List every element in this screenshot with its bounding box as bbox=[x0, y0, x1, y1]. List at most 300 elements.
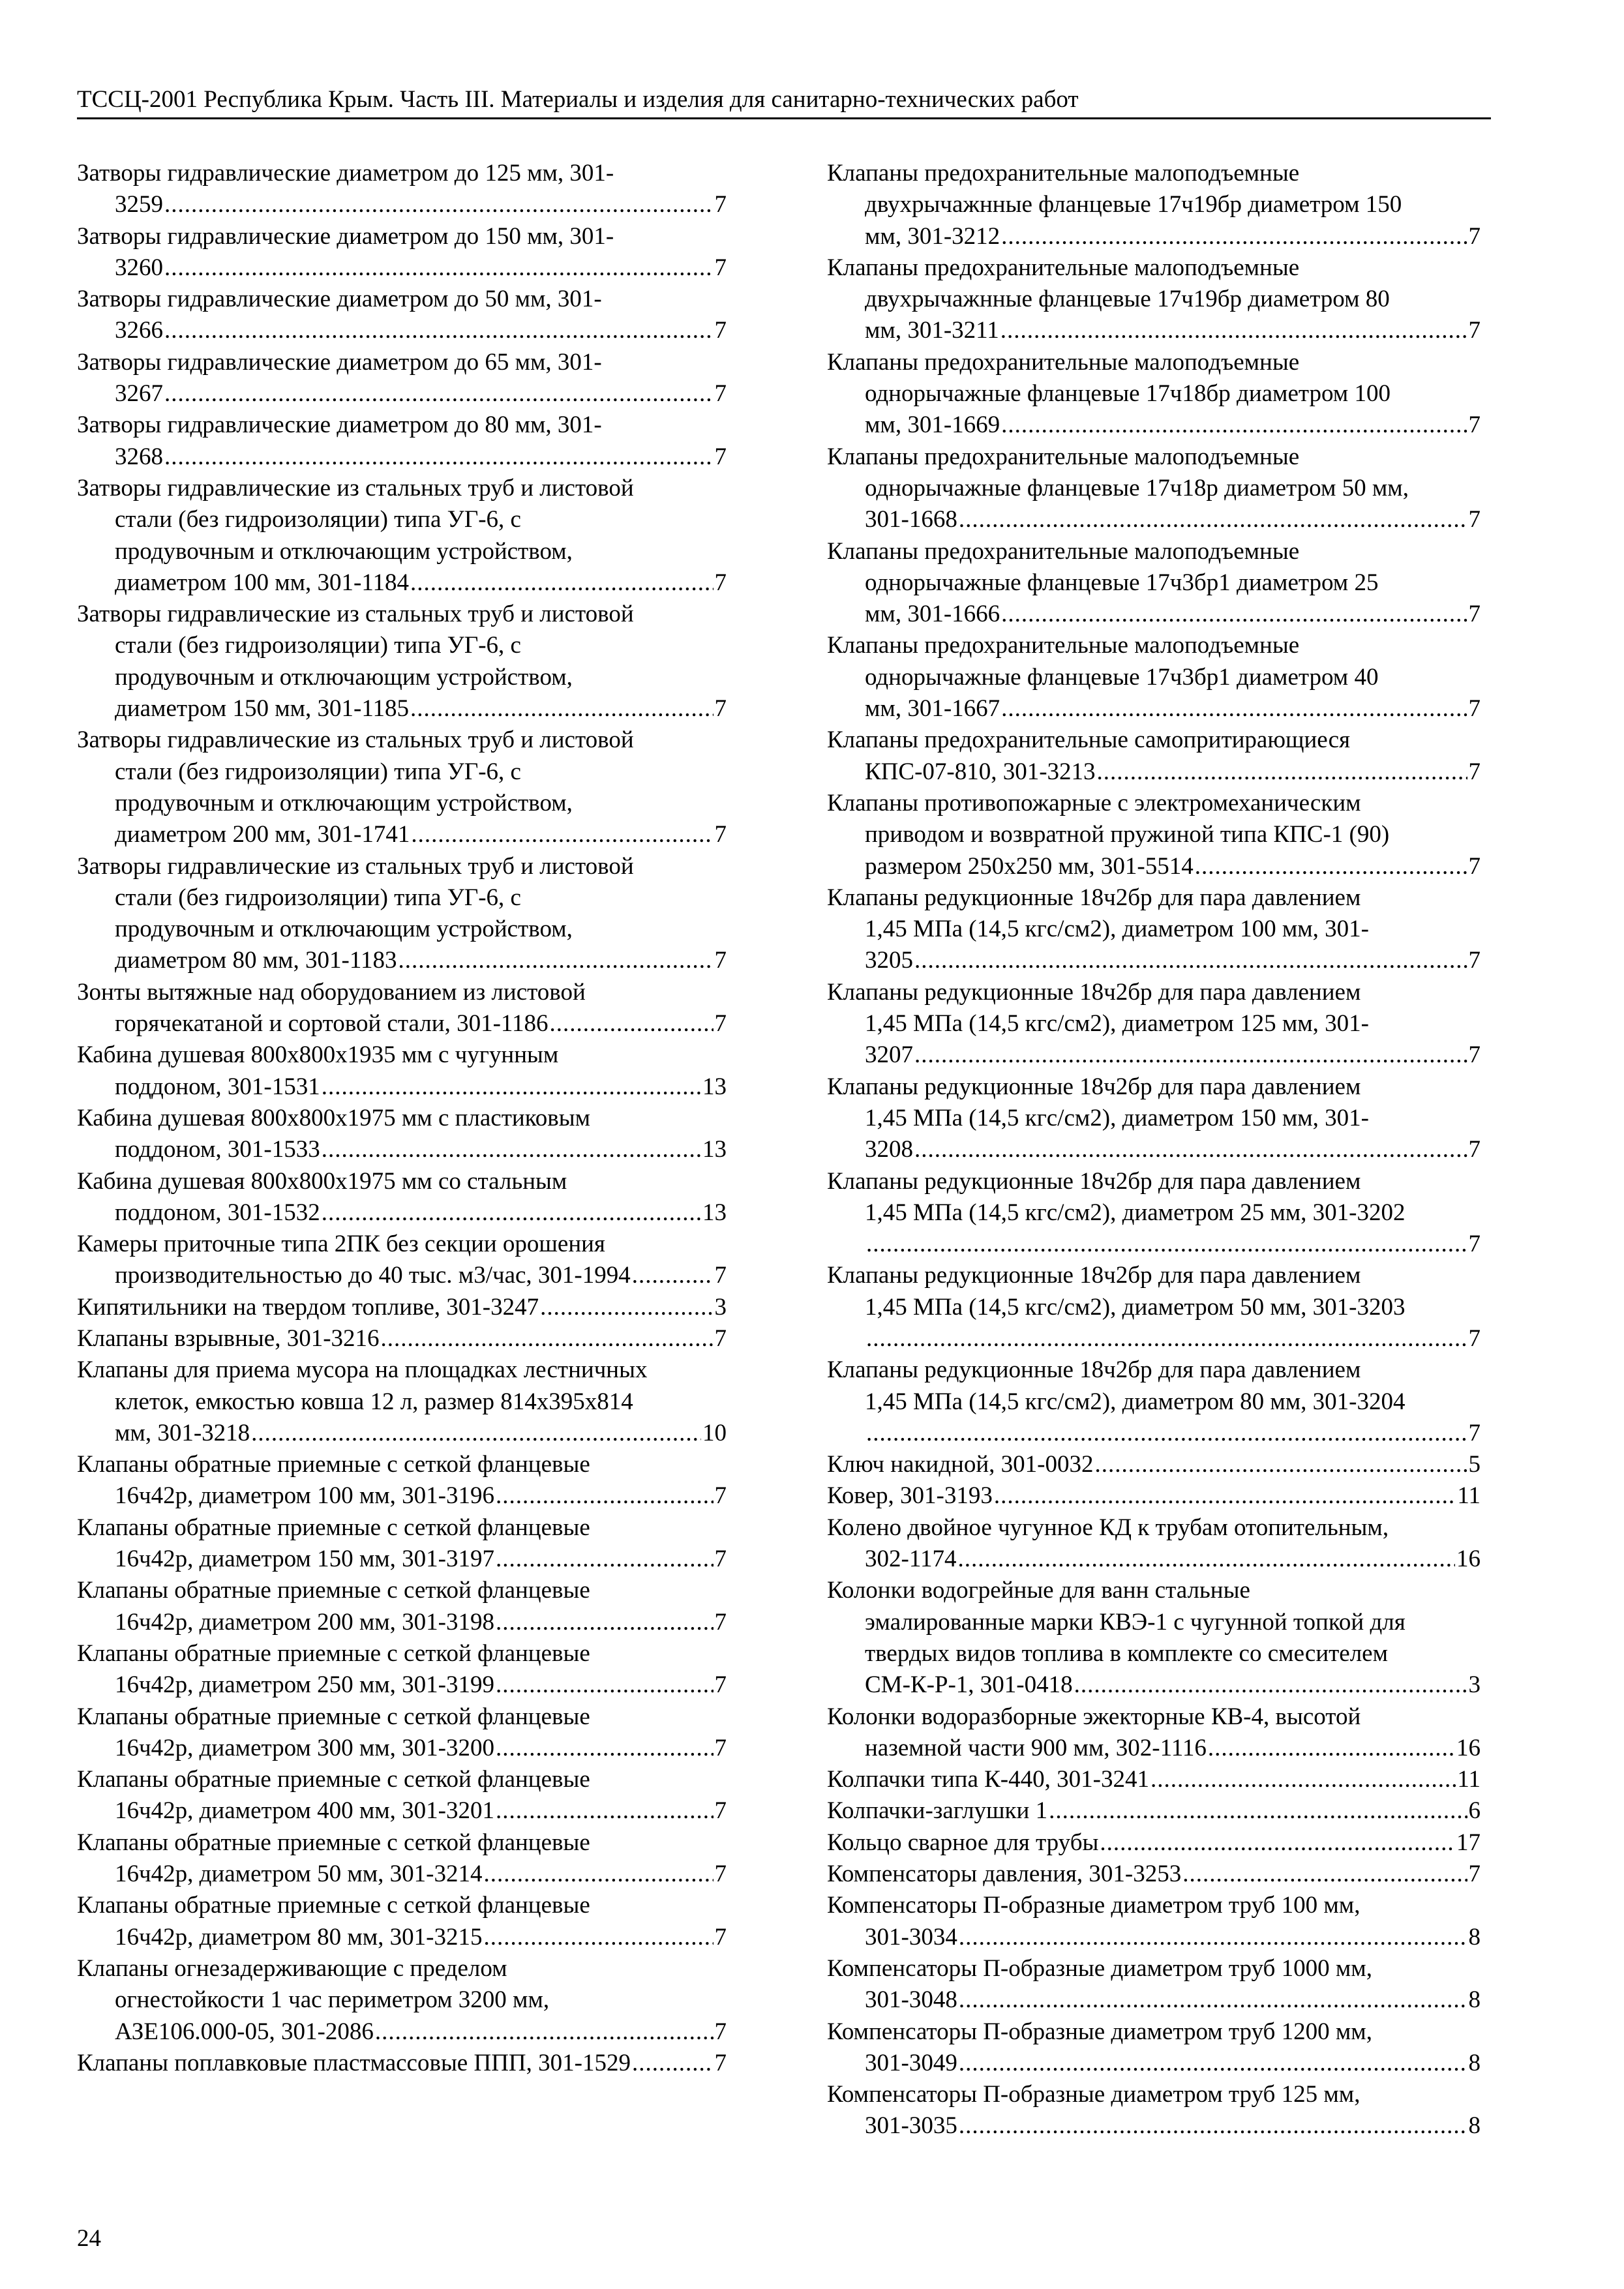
index-entry bbox=[827, 1701, 1481, 1765]
index-entry-text: диаметром 150 мм, 301-1185 bbox=[115, 695, 409, 723]
index-entry-line: однорычажные фланцевые 17ч18бр диаметром 100 bbox=[865, 380, 1391, 408]
index-page-ref: 7 bbox=[714, 569, 727, 596]
dot-leader bbox=[496, 1733, 714, 1764]
dot-leader bbox=[914, 945, 1467, 976]
index-entry-line: Клапаны обратные приемные с сеткой фланцевые bbox=[77, 1892, 590, 1919]
index-entry-text: 3268 bbox=[115, 443, 163, 470]
dot-leader bbox=[1195, 851, 1467, 882]
index-entry-text: 16ч42р, диаметром 100 мм, 301-3196 bbox=[115, 1482, 494, 1510]
index-entry-text: 301-1668 bbox=[865, 506, 957, 533]
index-entry-last-line bbox=[827, 410, 1481, 441]
index-entry-line: огнестойкости 1 час периметром 3200 мм, bbox=[115, 1986, 550, 2014]
index-page-ref: 7 bbox=[1468, 852, 1481, 880]
index-entry-last-line bbox=[77, 1292, 727, 1323]
index-page-ref: 13 bbox=[702, 1199, 727, 1226]
index-entry-last-line bbox=[827, 599, 1481, 630]
dot-leader bbox=[398, 945, 714, 976]
index-entry-line: стали (без гидроизоляции) типа УГ-6, с bbox=[115, 884, 521, 911]
index-entry-text: 3267 bbox=[115, 380, 163, 408]
index-page-ref: 8 bbox=[1468, 1923, 1481, 1951]
index-entry-text: 301-3034 bbox=[865, 1923, 957, 1951]
index-entry-line: Затворы гидравлические диаметром до 125 мм, 301- bbox=[77, 160, 614, 187]
index-entry-line: Кабина душевая 800х800х1975 мм с пластиковым bbox=[77, 1104, 591, 1131]
index-page-ref: 7 bbox=[714, 2018, 727, 2045]
index-entry-text: мм, 301-1667 bbox=[865, 695, 1000, 723]
index-entry-last-line bbox=[77, 1733, 727, 1764]
index-entry-line: Компенсаторы П-образные диаметром труб 100 мм, bbox=[827, 1892, 1361, 1919]
index-entry-last-line bbox=[77, 1795, 727, 1827]
index-column-right bbox=[827, 158, 1481, 2142]
index-entry bbox=[827, 2016, 1481, 2080]
dot-leader bbox=[410, 567, 714, 599]
index-entry-last-line bbox=[827, 315, 1481, 346]
index-entry-text: АЗЕ106.000-05, 301-2086 bbox=[115, 2018, 374, 2045]
index-entry bbox=[77, 1229, 727, 1292]
index-entry-line: Клапаны для приема мусора на площадках лестничных bbox=[77, 1356, 648, 1384]
running-header: ТССЦ-2001 Республика Крым. Часть III. Материалы и изделия для санитарно-технических работ bbox=[77, 86, 1079, 113]
index-entry bbox=[827, 1166, 1481, 1261]
index-entry-line: Колонки водоразборные эжекторные КВ-4, высотой bbox=[827, 1703, 1361, 1730]
dot-leader bbox=[866, 1229, 1467, 1260]
index-page-ref: 11 bbox=[1457, 1482, 1481, 1510]
page-number: 24 bbox=[77, 2225, 101, 2252]
index-entry bbox=[77, 158, 727, 221]
index-entry bbox=[827, 1354, 1481, 1449]
index-entry bbox=[77, 1953, 727, 2048]
dot-leader bbox=[164, 441, 714, 473]
index-entry-text: 16ч42р, диаметром 150 мм, 301-3197 bbox=[115, 1546, 494, 1573]
index-entry-text: мм, 301-3218 bbox=[115, 1419, 250, 1446]
index-entry-last-line bbox=[827, 1984, 1481, 2016]
index-page-ref: 7 bbox=[714, 1324, 727, 1352]
index-entry-line: 1,45 МПа (14,5 кгс/см2), диаметром 150 мм, 301- bbox=[865, 1104, 1369, 1131]
index-entry-line: 1,45 МПа (14,5 кгс/см2), диаметром 50 мм, 301-3203 bbox=[865, 1293, 1406, 1321]
index-entry-text: Ключ накидной, 301-0032 bbox=[827, 1451, 1094, 1478]
index-entry bbox=[827, 977, 1481, 1071]
index-entry bbox=[827, 1260, 1481, 1354]
index-entry-line: Клапаны обратные приемные с сеткой фланцевые bbox=[77, 1451, 590, 1478]
index-entry-line: Клапаны редукционные 18ч2бр для пара давлением bbox=[827, 1167, 1361, 1195]
index-entry-last-line bbox=[827, 1669, 1481, 1701]
index-entry-last-line bbox=[77, 1922, 727, 1953]
index-page-ref: 7 bbox=[714, 1010, 727, 1038]
index-entry bbox=[77, 851, 727, 977]
index-entry-last-line bbox=[827, 1480, 1481, 1512]
index-entry-line: стали (без гидроизоляции) типа УГ-6, с bbox=[115, 632, 521, 659]
index-entry-line: приводом и возвратной пружиной типа КПС-1 (90) bbox=[865, 821, 1390, 848]
dot-leader bbox=[322, 1071, 701, 1103]
dot-leader bbox=[322, 1134, 701, 1165]
dot-leader bbox=[381, 1323, 714, 1354]
index-entry-last-line bbox=[827, 945, 1481, 976]
index-entry-line: Затворы гидравлические диаметром до 80 мм, 301- bbox=[77, 411, 602, 439]
index-entry-line: Затворы гидравлические диаметром до 65 мм, 301- bbox=[77, 348, 602, 376]
index-entry-line: Клапаны предохранительные малоподъемные bbox=[827, 632, 1300, 659]
index-entry-last-line bbox=[827, 1418, 1481, 1449]
index-entry bbox=[827, 1795, 1481, 1827]
index-entry bbox=[827, 882, 1481, 977]
index-entry-line: однорычажные фланцевые 17ч3бр1 диаметром 25 bbox=[865, 569, 1379, 596]
index-entry bbox=[827, 1071, 1481, 1166]
index-entry-line: однорычажные фланцевые 17ч18р диаметром 50 мм, bbox=[865, 474, 1409, 501]
index-entry-last-line bbox=[77, 2048, 727, 2079]
dot-leader bbox=[496, 1607, 714, 1638]
index-entry-text: 16ч42р, диаметром 50 мм, 301-3214 bbox=[115, 1861, 483, 1888]
index-entry bbox=[77, 1701, 727, 1765]
index-page-ref: 6 bbox=[1468, 1797, 1481, 1825]
dot-leader bbox=[483, 1859, 713, 1890]
index-entry-last-line bbox=[77, 567, 727, 599]
index-entry-text: 301-3049 bbox=[865, 2049, 957, 2076]
index-entry bbox=[77, 1103, 727, 1166]
dot-leader bbox=[550, 1008, 714, 1040]
index-entry-text: 3207 bbox=[865, 1041, 913, 1069]
index-entry bbox=[77, 1890, 727, 1953]
index-entry-line: 1,45 МПа (14,5 кгс/см2), диаметром 125 мм, 301- bbox=[865, 1010, 1369, 1038]
index-entry-line: Затворы гидравлические диаметром до 150 мм, 301- bbox=[77, 222, 614, 250]
index-entry-line: Клапаны редукционные 18ч2бр для пара давлением bbox=[827, 1262, 1361, 1289]
index-entry bbox=[827, 1480, 1481, 1512]
index-entry-line: Клапаны обратные приемные с сеткой фланцевые bbox=[77, 1577, 590, 1604]
index-page-ref: 8 bbox=[1468, 2049, 1481, 2076]
index-entry bbox=[77, 347, 727, 410]
index-entry-line: Зонты вытяжные над оборудованием из листовой bbox=[77, 978, 586, 1006]
index-entry bbox=[77, 725, 727, 850]
index-page-ref: 7 bbox=[1468, 695, 1481, 723]
index-entry-line: Клапаны предохранительные малоподъемные bbox=[827, 348, 1300, 376]
dot-leader bbox=[1001, 221, 1467, 252]
dot-leader bbox=[1182, 1859, 1467, 1890]
index-entry-line: эмалированные марки КВЭ-1 с чугунной топкой для bbox=[865, 1608, 1406, 1636]
index-entry-text: диаметром 100 мм, 301-1184 bbox=[115, 569, 409, 596]
index-entry-text: горячекатаной и сортовой стали, 301-1186 bbox=[115, 1010, 549, 1038]
index-entry-line: продувочным и отключающим устройством, bbox=[115, 537, 573, 565]
index-page-ref: 5 bbox=[1468, 1451, 1481, 1478]
index-entry-last-line bbox=[77, 819, 727, 850]
dot-leader bbox=[1097, 756, 1467, 788]
index-page-ref: 8 bbox=[1468, 2112, 1481, 2140]
index-entry bbox=[77, 1638, 727, 1701]
index-entry-last-line bbox=[827, 1449, 1481, 1480]
index-page-ref: 17 bbox=[1456, 1829, 1481, 1856]
index-entry bbox=[827, 536, 1481, 631]
index-entry bbox=[827, 1764, 1481, 1795]
index-entry-last-line bbox=[827, 1795, 1481, 1827]
index-page-ref: 13 bbox=[702, 1136, 727, 1163]
index-entry-last-line bbox=[77, 1480, 727, 1512]
index-entry bbox=[77, 1166, 727, 1229]
index-entry bbox=[827, 788, 1481, 882]
index-entry-text: Кольцо сварное для трубы bbox=[827, 1829, 1099, 1856]
index-page-ref: 7 bbox=[1468, 947, 1481, 974]
index-entry-line: Клапаны огнезадерживающие с пределом bbox=[77, 1954, 507, 1982]
index-entry-line: Затворы гидравлические из стальных труб и листовой bbox=[77, 726, 634, 754]
header-rule bbox=[77, 117, 1491, 119]
index-entry-last-line bbox=[77, 693, 727, 725]
index-entry-last-line bbox=[77, 2016, 727, 2048]
index-entry-last-line bbox=[77, 1544, 727, 1575]
index-entry-line: Клапаны обратные приемные с сеткой фланцевые bbox=[77, 1829, 590, 1856]
index-entry-last-line bbox=[827, 1134, 1481, 1165]
index-entry-line: Клапаны предохранительные малоподъемные bbox=[827, 160, 1300, 187]
index-page-ref: 7 bbox=[1468, 1419, 1481, 1446]
index-entry-line: 1,45 МПа (14,5 кгс/см2), диаметром 100 мм, 301- bbox=[865, 916, 1369, 943]
index-entry-last-line bbox=[77, 189, 727, 220]
index-page-ref: 7 bbox=[714, 1671, 727, 1699]
index-entry bbox=[77, 473, 727, 599]
index-entry-last-line bbox=[827, 1544, 1481, 1575]
index-entry-text: 3260 bbox=[115, 254, 163, 281]
index-entry-text: мм, 301-1669 bbox=[865, 411, 1000, 439]
index-entry-last-line bbox=[827, 693, 1481, 725]
dot-leader bbox=[1094, 1449, 1467, 1480]
index-page-ref: 7 bbox=[714, 317, 727, 344]
index-entry-text: поддоном, 301-1532 bbox=[115, 1199, 320, 1226]
index-entry-text: Колпачки-заглушки 1 bbox=[827, 1797, 1048, 1825]
index-entry bbox=[77, 977, 727, 1040]
index-entry bbox=[827, 2079, 1481, 2142]
index-entry-line: Клапаны редукционные 18ч2бр для пара давлением bbox=[827, 978, 1361, 1006]
index-entry-text: диаметром 80 мм, 301-1183 bbox=[115, 947, 397, 974]
index-entry-last-line bbox=[77, 1008, 727, 1040]
index-entry-last-line bbox=[827, 1827, 1481, 1859]
index-entry-line: Колено двойное чугунное КД к трубам отопительным, bbox=[827, 1514, 1389, 1541]
index-entry bbox=[77, 221, 727, 284]
dot-leader bbox=[959, 1984, 1467, 2016]
index-entry-text: 16ч42р, диаметром 80 мм, 301-3215 bbox=[115, 1923, 483, 1951]
dot-leader bbox=[483, 1922, 713, 1953]
index-entry-text: СМ-К-Р-1, 301-0418 bbox=[865, 1671, 1073, 1699]
index-page-ref: 7 bbox=[714, 443, 727, 470]
index-entry-line: Компенсаторы П-образные диаметром труб 1000 мм, bbox=[827, 1954, 1372, 1982]
index-entry bbox=[827, 1512, 1481, 1576]
index-page-ref: 3 bbox=[714, 1293, 727, 1321]
dot-leader bbox=[959, 504, 1467, 535]
index-page-ref: 7 bbox=[1468, 1861, 1481, 1888]
index-entry-last-line bbox=[77, 441, 727, 473]
dot-leader bbox=[496, 1480, 714, 1512]
dot-leader bbox=[1001, 599, 1467, 630]
index-entry-line: Клапаны обратные приемные с сеткой фланцевые bbox=[77, 1639, 590, 1667]
index-entry bbox=[827, 158, 1481, 252]
index-entry-last-line bbox=[77, 315, 727, 346]
index-entry-line: Клапаны противопожарные с электромеханическим bbox=[827, 789, 1361, 816]
index-entry bbox=[77, 1354, 727, 1449]
index-entry-last-line bbox=[827, 1733, 1481, 1764]
index-entry-text: поддоном, 301-1533 bbox=[115, 1136, 320, 1163]
index-entry-text: Клапаны взрывные, 301-3216 bbox=[77, 1324, 380, 1352]
index-entry-line: Колонки водогрейные для ванн стальные bbox=[827, 1577, 1250, 1604]
index-entry-last-line bbox=[827, 2048, 1481, 2079]
index-page-ref: 7 bbox=[714, 1546, 727, 1573]
index-entry-last-line bbox=[77, 1071, 727, 1103]
index-page-ref: 7 bbox=[1468, 411, 1481, 439]
index-page-ref: 7 bbox=[714, 191, 727, 218]
index-entry-last-line bbox=[77, 1669, 727, 1701]
index-page-ref: 7 bbox=[714, 1861, 727, 1888]
index-entry-text: 16ч42р, диаметром 300 мм, 301-3200 bbox=[115, 1734, 494, 1761]
index-entry-line: твердых видов топлива в комплекте со смесителем bbox=[865, 1639, 1389, 1667]
dot-leader bbox=[632, 2048, 714, 2079]
dot-leader bbox=[164, 189, 714, 220]
index-entry-line: Клапаны редукционные 18ч2бр для пара давлением bbox=[827, 1073, 1361, 1100]
dot-leader bbox=[1074, 1669, 1467, 1701]
index-entry bbox=[77, 1449, 727, 1512]
index-entry bbox=[77, 410, 727, 473]
index-page-ref: 7 bbox=[714, 695, 727, 723]
index-entry bbox=[827, 1953, 1481, 2016]
index-entry-line: Затворы гидравлические из стальных труб и листовой bbox=[77, 474, 634, 501]
dot-leader bbox=[632, 1260, 714, 1291]
index-entry-text: Колпачки типа К-440, 301-3241 bbox=[827, 1766, 1149, 1793]
dot-leader bbox=[1150, 1764, 1456, 1795]
index-entry-last-line bbox=[77, 252, 727, 284]
index-entry-line: Компенсаторы П-образные диаметром труб 1200 мм, bbox=[827, 2018, 1372, 2045]
index-page-ref: 8 bbox=[1468, 1986, 1481, 2014]
index-page-ref: 7 bbox=[714, 947, 727, 974]
index-entry-last-line bbox=[77, 1418, 727, 1449]
index-page-ref: 7 bbox=[714, 254, 727, 281]
index-page-ref: 7 bbox=[714, 1797, 727, 1825]
index-entry-text: производительностью до 40 тыс. м3/час, 301-1994 bbox=[115, 1262, 631, 1289]
index-entry-line: 1,45 МПа (14,5 кгс/см2), диаметром 80 мм, 301-3204 bbox=[865, 1388, 1406, 1415]
index-page-ref: 7 bbox=[1468, 601, 1481, 628]
index-entry-line: Компенсаторы П-образные диаметром труб 125 мм, bbox=[827, 2081, 1361, 2108]
index-page-ref: 7 bbox=[1468, 222, 1481, 250]
index-entry bbox=[77, 1575, 727, 1638]
index-entry-text: 301-3035 bbox=[865, 2112, 957, 2140]
dot-leader bbox=[1049, 1795, 1467, 1827]
index-page-ref: 7 bbox=[714, 1262, 727, 1289]
index-entry-text: мм, 301-3211 bbox=[865, 317, 999, 344]
index-page-ref: 7 bbox=[1468, 506, 1481, 533]
index-entry-text: диаметром 200 мм, 301-1741 bbox=[115, 821, 410, 848]
index-entry-last-line bbox=[827, 1859, 1481, 1890]
index-entry-text: наземной части 900 мм, 302-1116 bbox=[865, 1734, 1207, 1761]
index-entry-last-line bbox=[77, 1134, 727, 1165]
index-entry-last-line bbox=[827, 2110, 1481, 2142]
index-entry-text: 3266 bbox=[115, 317, 163, 344]
dot-leader bbox=[410, 693, 714, 725]
dot-leader bbox=[866, 1418, 1467, 1449]
index-page-ref: 7 bbox=[714, 1482, 727, 1510]
index-entry-line: Клапаны предохранительные самопритирающиеся bbox=[827, 726, 1351, 754]
index-page-ref: 7 bbox=[714, 380, 727, 408]
index-page-ref: 7 bbox=[714, 1923, 727, 1951]
index-page-ref: 7 bbox=[714, 2049, 727, 2076]
index-entry-text: поддоном, 301-1531 bbox=[115, 1073, 320, 1100]
index-entry bbox=[827, 252, 1481, 347]
dot-leader bbox=[496, 1669, 714, 1701]
index-entry-text: 3208 bbox=[865, 1136, 913, 1163]
index-entry-text: 302-1174 bbox=[865, 1546, 957, 1573]
index-page-ref: 7 bbox=[1468, 1231, 1481, 1258]
dot-leader bbox=[1100, 1827, 1455, 1859]
dot-leader bbox=[957, 1544, 1455, 1575]
index-entry-line: Камеры приточные типа 2ПК без секции орошения bbox=[77, 1231, 605, 1258]
index-entry-last-line bbox=[77, 1323, 727, 1354]
index-entry-line: продувочным и отключающим устройством, bbox=[115, 916, 573, 943]
index-entry-last-line bbox=[77, 1260, 727, 1291]
index-entry-last-line bbox=[77, 1859, 727, 1890]
dot-leader bbox=[251, 1418, 701, 1449]
index-entry bbox=[827, 1575, 1481, 1701]
index-entry-text: 16ч42р, диаметром 200 мм, 301-3198 bbox=[115, 1608, 494, 1636]
index-page-ref: 7 bbox=[714, 821, 727, 848]
index-entry-line: 1,45 МПа (14,5 кгс/см2), диаметром 25 мм, 301-3202 bbox=[865, 1199, 1406, 1226]
index-entry bbox=[827, 1449, 1481, 1480]
index-entry-last-line bbox=[77, 378, 727, 410]
index-page-ref: 7 bbox=[1468, 317, 1481, 344]
dot-leader bbox=[959, 2110, 1467, 2142]
index-page-ref: 11 bbox=[1457, 1766, 1481, 1793]
index-entry-text: 3259 bbox=[115, 191, 163, 218]
index-entry-text: 3205 bbox=[865, 947, 913, 974]
index-entry bbox=[827, 1827, 1481, 1859]
index-entry-text: 16ч42р, диаметром 400 мм, 301-3201 bbox=[115, 1797, 494, 1825]
index-entry-line: Клапаны предохранительные малоподъемные bbox=[827, 537, 1300, 565]
index-page-ref: 10 bbox=[702, 1419, 727, 1446]
dot-leader bbox=[496, 1795, 714, 1827]
dot-leader bbox=[866, 1323, 1467, 1354]
index-entry-text: Кипятильники на твердом топливе, 301-3247 bbox=[77, 1293, 539, 1321]
index-page-ref: 13 bbox=[702, 1073, 727, 1100]
index-page-ref: 3 bbox=[1468, 1671, 1481, 1699]
dot-leader bbox=[914, 1040, 1467, 1071]
dot-leader bbox=[1000, 315, 1467, 346]
index-entry bbox=[77, 1764, 727, 1827]
index-entry bbox=[827, 1890, 1481, 1953]
index-entry-last-line bbox=[827, 1323, 1481, 1354]
dot-leader bbox=[411, 819, 713, 850]
index-entry-line: продувочным и отключающим устройством, bbox=[115, 663, 573, 691]
index-entry-text: Компенсаторы давления, 301-3253 bbox=[827, 1861, 1182, 1888]
index-entry bbox=[77, 2048, 727, 2079]
index-column-left bbox=[77, 158, 727, 2079]
dot-leader bbox=[322, 1197, 701, 1229]
index-entry-last-line bbox=[827, 1764, 1481, 1795]
index-entry bbox=[827, 347, 1481, 441]
index-entry-line: Клапаны предохранительные малоподъемные bbox=[827, 443, 1300, 470]
index-entry-text: 301-3048 bbox=[865, 1986, 957, 2014]
index-entry-last-line bbox=[827, 851, 1481, 882]
index-page-ref: 7 bbox=[714, 1734, 727, 1761]
index-page-ref: 7 bbox=[1468, 758, 1481, 785]
dot-leader bbox=[914, 1134, 1467, 1165]
index-entry-line: Затворы гидравлические из стальных труб и листовой bbox=[77, 852, 634, 880]
index-entry-line: Клапаны редукционные 18ч2бр для пара давлением bbox=[827, 1356, 1361, 1384]
dot-leader bbox=[1001, 410, 1467, 441]
index-entry-text: Клапаны поплавковые пластмассовые ППП, 301-1529 bbox=[77, 2049, 631, 2076]
index-entry-last-line bbox=[827, 504, 1481, 535]
index-entry-line: Клапаны предохранительные малоподъемные bbox=[827, 254, 1300, 281]
index-entry bbox=[77, 1292, 727, 1323]
dot-leader bbox=[164, 252, 714, 284]
dot-leader bbox=[496, 1544, 714, 1575]
index-entry-line: Клапаны обратные приемные с сеткой фланцевые bbox=[77, 1514, 590, 1541]
index-entry-last-line bbox=[77, 945, 727, 976]
index-entry-last-line bbox=[827, 1229, 1481, 1260]
index-entry bbox=[827, 441, 1481, 536]
index-entry-line: стали (без гидроизоляции) типа УГ-6, с bbox=[115, 758, 521, 785]
index-entry-line: клеток, емкостью ковша 12 л, размер 814х395х814 bbox=[115, 1388, 633, 1415]
index-entry-last-line bbox=[77, 1607, 727, 1638]
index-entry-line: двухрычажнные фланцевые 17ч19бр диаметром 150 bbox=[865, 191, 1402, 218]
index-entry-line: однорычажные фланцевые 17ч3бр1 диаметром 40 bbox=[865, 663, 1379, 691]
index-entry-line: Затворы гидравлические из стальных труб и листовой bbox=[77, 601, 634, 628]
index-entry-text: 16ч42р, диаметром 250 мм, 301-3199 bbox=[115, 1671, 494, 1699]
index-page-ref: 7 bbox=[1468, 1136, 1481, 1163]
